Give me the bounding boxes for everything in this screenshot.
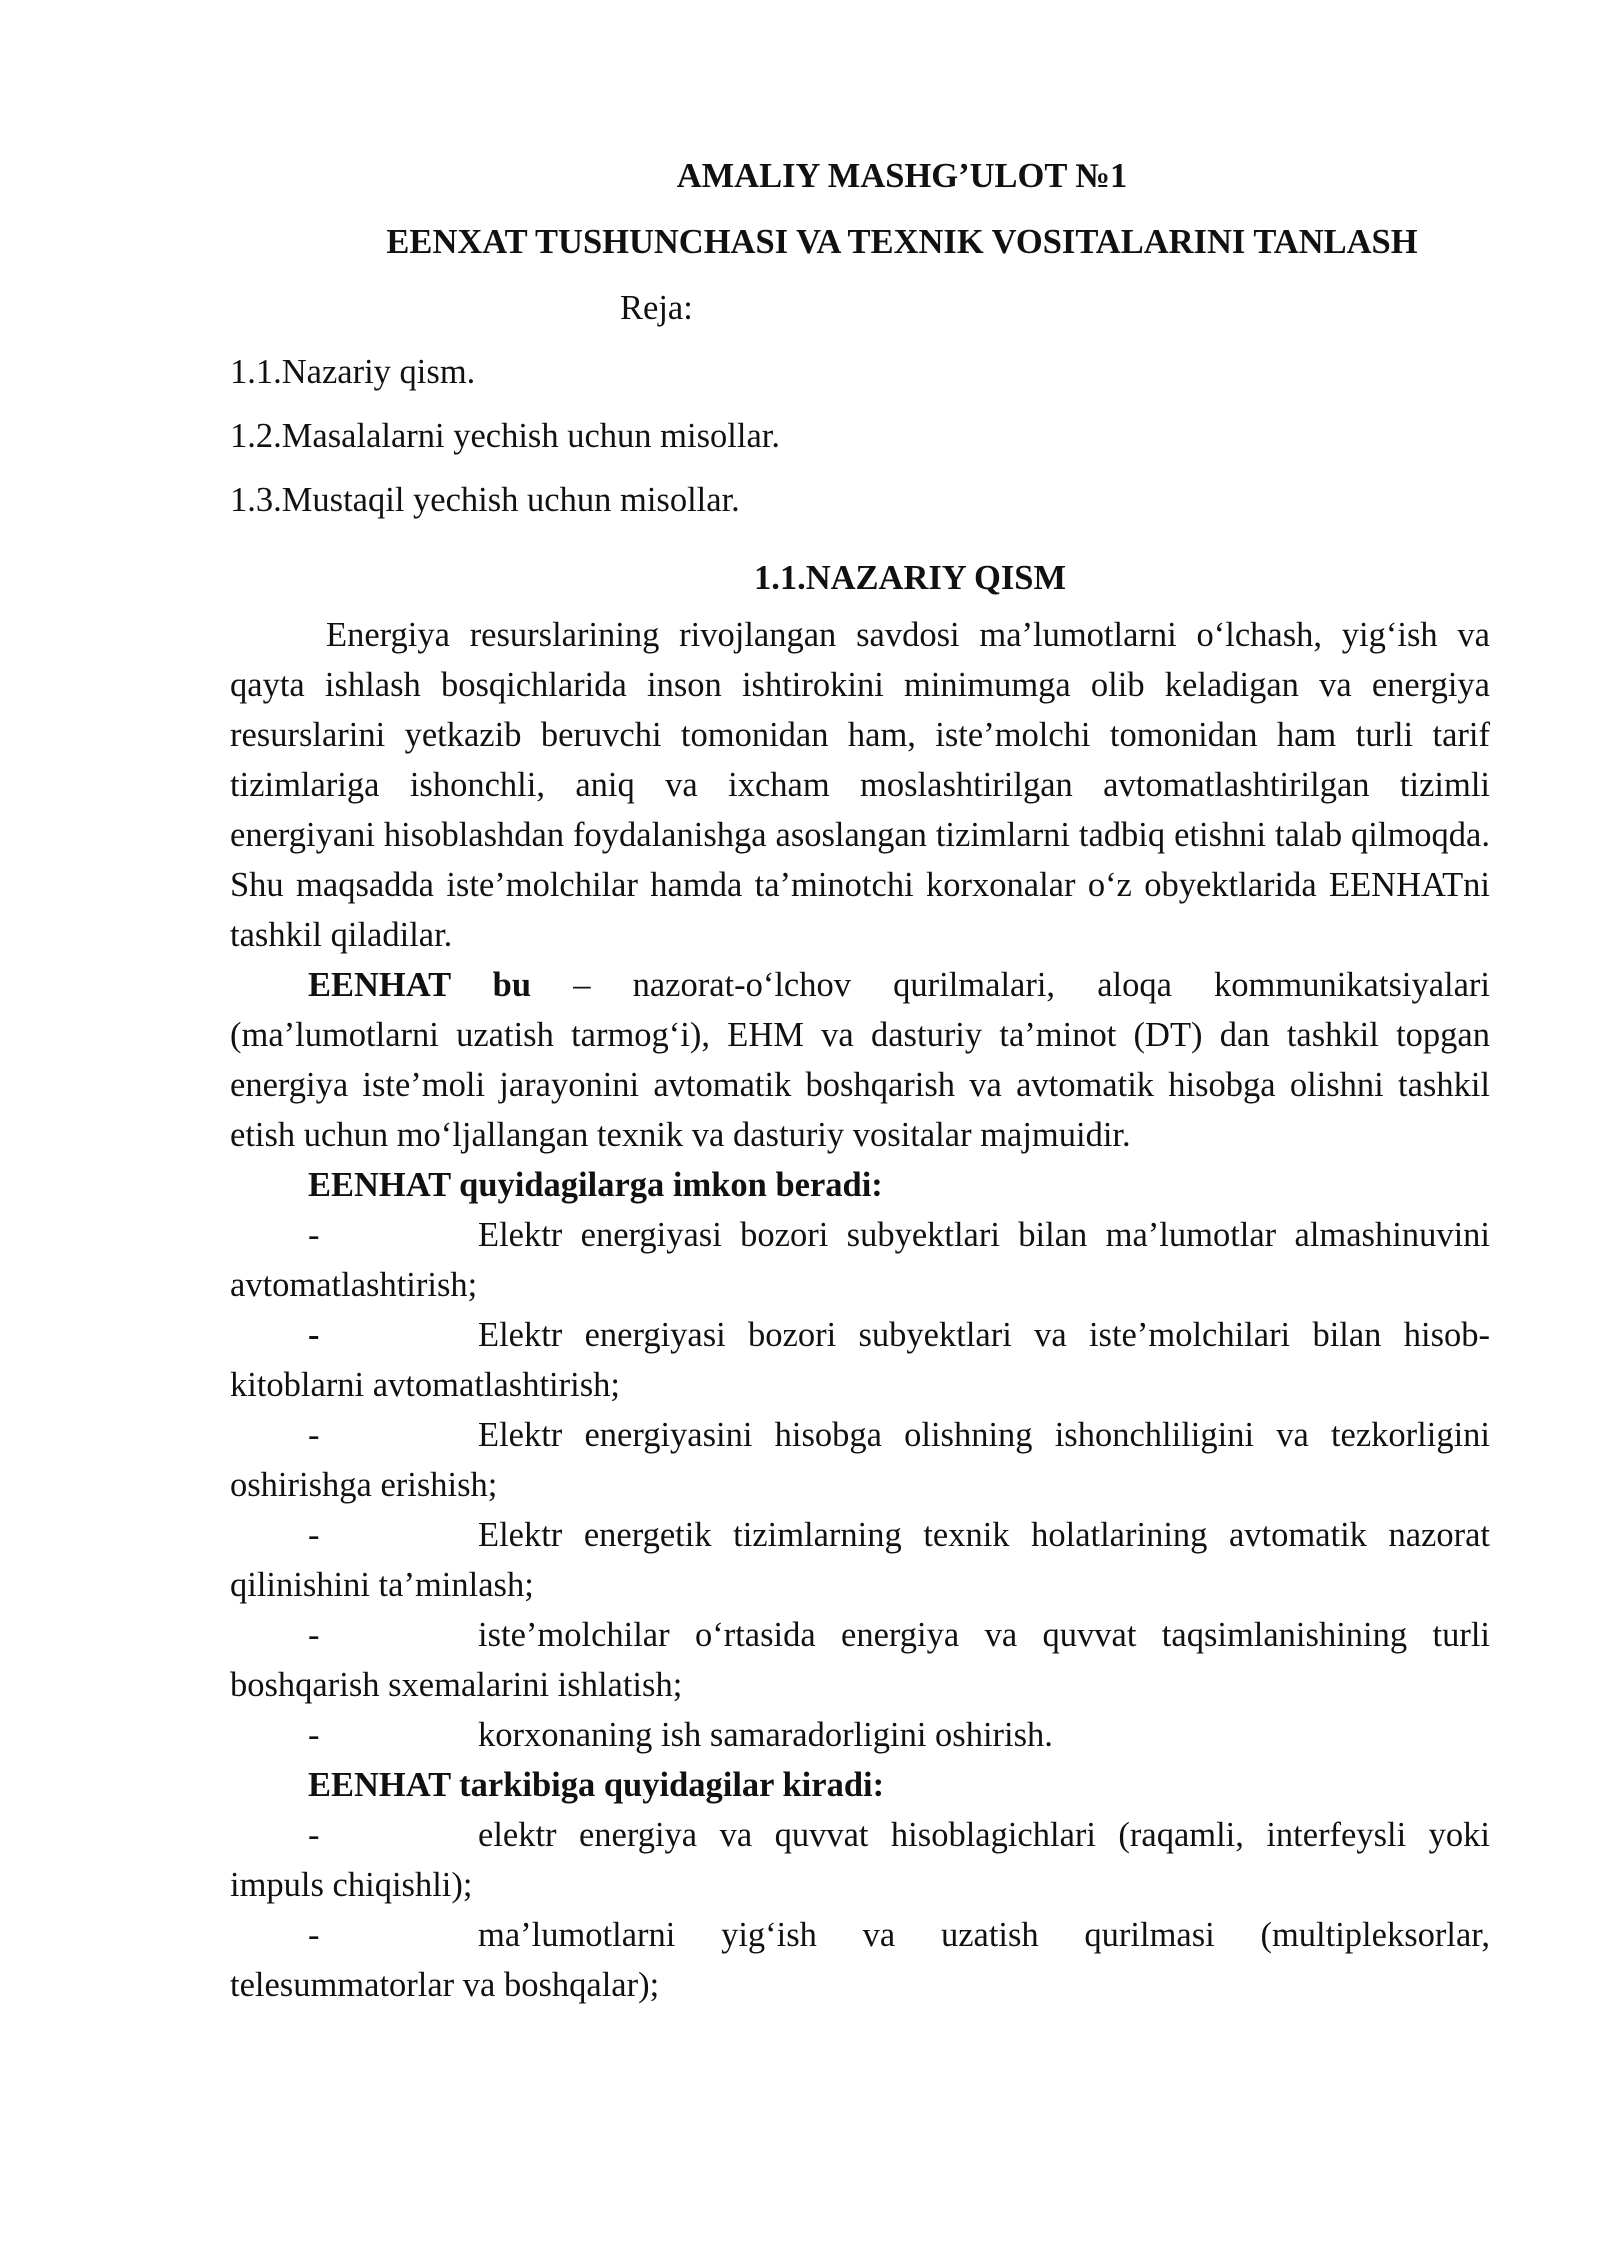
definition-text: – nazorat-o‘lchov qurilmalari, aloqa kommunikatsiyalari (ma’lumotlarni uzatish tarmog‘i), EHM va dasturiy ta’minot (DT) dan tashkil topgan energiya iste’moli jarayonini avtomatik boshqarish va avtomatik hisobga olishni tashkil etish uchun mo‘ljallangan texnik va dasturiy vositalar majmuidir. [230,966,1491,1154]
list-item-text: iste’molchilar o‘rtasida energiya va quvvat taqsimlanishining turli boshqarish sxemalarini ishlatish; [230,1616,1490,1704]
list-item [230,1510,1490,1610]
list-item [230,1710,1490,1760]
list-dash: - [308,1316,320,1354]
plan-item: 1.1.Nazariy qism. [230,353,476,391]
list-dash: - [308,1916,320,1954]
list-item-text: Elektr energiyasini hisobga olishning ishonchliligini va tezkorligini oshirishga erishish; [230,1416,1490,1504]
list-dash: - [308,1616,320,1654]
list-dash: - [308,1816,320,1854]
composition-heading: EENHAT tarkibiga quyidagilar kiradi: [308,1766,885,1804]
list-item [230,1910,1490,2010]
list-dash: - [308,1416,320,1454]
list-item [230,1210,1490,1310]
list-item [230,1310,1490,1410]
list-dash: - [308,1216,320,1254]
list-dash: - [308,1516,320,1554]
plan-item: 1.2.Masalalarni yechish uchun misollar. [230,417,780,455]
document-page [230,150,1490,2010]
intro-paragraph: Energiya resurslarining rivojlangan savdosi ma’lumotlarni o‘lchash, yig‘ish va qayta ishlash bosqichlarida inson ishtirokini minimumga olib keladigan va energiya resurslarini yetkazib beruvchi tomonidan ham, iste’molchi tomonidan ham turli tarif tizimlariga ishonchli, aniq va ixcham moslashtirilgan avtomatlashtirilgan tizimli energiyani hisoblashdan foydalanishga asoslangan tizimlarni tadbiq etishni talab qilmoqda. Shu maqsadda iste’molchilar hamda ta’minotchi korxonalar o‘z obyektlarida EENHATni tashkil qiladilar. [230,616,1490,954]
plan-label: Reja: [620,289,693,327]
section-heading: 1.1.NAZARIY QISM [753,559,1067,597]
plan-item: 1.3.Mustaqil yechish uchun misollar. [230,481,740,519]
list-item-text: korxonaning ish samaradorligini oshirish. [478,1716,1053,1754]
list-item-text: Elektr energiyasi bozori subyektlari va iste’molchilari bilan hisob-kitoblarni avtomatlashtirish; [230,1316,1490,1404]
list-item-text: elektr energiya va quvvat hisoblagichlari (raqamli, interfeysli yoki impuls chiqishli); [230,1816,1490,1904]
definition-term: EENHAT bu [308,966,532,1004]
list-item [230,1410,1490,1510]
list-item-text: ma’lumotlarni yig‘ish va uzatish qurilmasi (multipleksorlar, telesummatorlar va boshqalar); [230,1916,1490,2004]
document-subtitle: EENXAT TUSHUNCHASI VA TEXNIK VOSITALARINI TANLASH [386,223,1418,261]
list-item-text: Elektr energetik tizimlarning texnik holatlarining avtomatik nazorat qilinishini ta’minlash; [230,1516,1490,1604]
document-title: AMALIY MASHG’ULOT №1 [676,157,1128,195]
list-item-text: Elektr energiyasi bozori subyektlari bilan ma’lumotlar almashinuvini avtomatlashtirish; [230,1216,1490,1304]
list-item [230,1810,1490,1910]
list-item [230,1610,1490,1710]
capabilities-heading: EENHAT quyidagilarga imkon beradi: [308,1166,883,1204]
list-dash: - [308,1716,320,1754]
definition-paragraph [230,960,1490,1160]
